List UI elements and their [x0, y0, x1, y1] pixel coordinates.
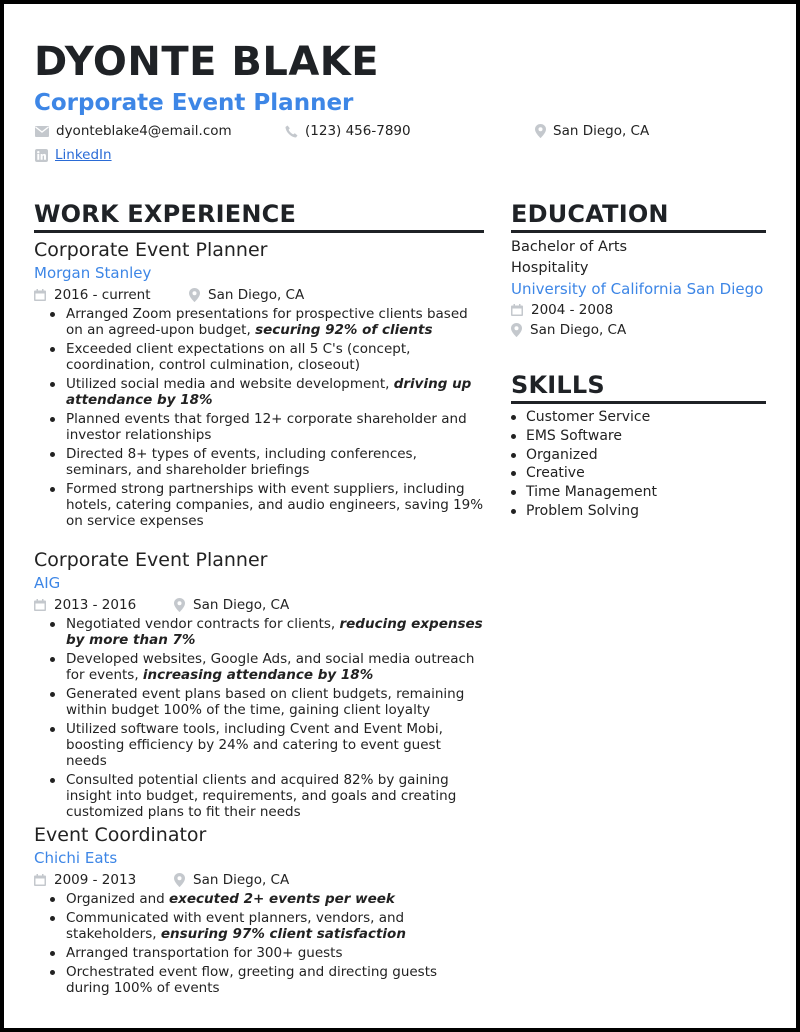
calendar-icon [511, 304, 523, 316]
resume-page [4, 4, 796, 1028]
job-entry [34, 237, 484, 532]
skills-list [511, 408, 657, 521]
linkedin-link[interactable]: LinkedIn [55, 147, 112, 163]
education-rule [511, 230, 766, 233]
job-bullet: Utilized software tools, including Cvent and Event Mobi, boosting efficiency by 24% and catering to event guest needs [34, 721, 484, 769]
contact-email[interactable] [35, 122, 232, 140]
education-location-row [511, 320, 771, 340]
skill-item: Problem Solving [511, 502, 657, 521]
job-bullet: Organized and executed 2+ events per week [34, 891, 484, 907]
field-of-study: Hospitality [511, 260, 589, 276]
calendar-icon [34, 289, 46, 301]
job-bullet: Exceeded client expectations on all 5 C's (concept, coordination, control culmination, closeout) [34, 341, 484, 373]
calendar-icon [34, 599, 46, 611]
job-location: San Diego, CA [193, 872, 290, 888]
job-location: San Diego, CA [193, 597, 290, 613]
job-bullet: Consulted potential clients and acquired 82% by gaining insight into budget, requirements, and goals and creating customized plans to fit their needs [34, 772, 484, 820]
contact-linkedin[interactable] [35, 146, 112, 164]
skills-rule [511, 401, 766, 404]
education-dates-row [511, 300, 771, 320]
job-bullet: Planned events that forged 12+ corporate shareholder and investor relationships [34, 411, 484, 443]
job-bullets [34, 616, 484, 820]
job-bullet: Arranged Zoom presentations for prospective clients based on an agreed-upon budget, securing 92% of clients [34, 306, 484, 338]
job-dates: 2013 - 2016 [54, 597, 137, 613]
education-heading: EDUCATION [511, 200, 669, 228]
candidate-role: Corporate Event Planner [34, 90, 354, 116]
school-name: University of California San Diego [511, 280, 764, 298]
phone-text: (123) 456-7890 [305, 123, 411, 139]
job-bullet: Orchestrated event flow, greeting and directing guests during 100% of events [34, 964, 484, 996]
skills-heading: SKILLS [511, 371, 605, 399]
location-pin-icon [174, 873, 185, 887]
job-dates: 2016 - current [54, 287, 151, 303]
job-bullets [34, 891, 484, 996]
job-bullet: Arranged transportation for 300+ guests [34, 945, 484, 961]
job-bullet: Directed 8+ types of events, including conferences, seminars, and shareholder briefings [34, 446, 484, 478]
contact-location [535, 122, 649, 140]
skill-item: Creative [511, 464, 657, 483]
location-pin-icon [189, 288, 200, 302]
calendar-icon [34, 874, 46, 886]
work-experience-rule [34, 230, 484, 233]
education-location: San Diego, CA [530, 322, 627, 338]
job-dates: 2009 - 2013 [54, 872, 137, 888]
candidate-name: DYONTE BLAKE [34, 39, 380, 85]
job-company: Morgan Stanley [34, 264, 152, 282]
work-experience-heading: WORK EXPERIENCE [34, 200, 297, 228]
skill-item: Organized [511, 446, 657, 465]
job-title: Corporate Event Planner [34, 549, 268, 571]
job-bullet: Communicated with event planners, vendors, and stakeholders, ensuring 97% client satisfaction [34, 910, 484, 942]
location-pin-icon [511, 323, 522, 337]
degree: Bachelor of Arts [511, 239, 628, 255]
linkedin-icon [35, 149, 48, 162]
job-meta [34, 285, 484, 305]
job-location: San Diego, CA [208, 287, 305, 303]
phone-icon [285, 125, 298, 138]
contact-phone[interactable] [285, 122, 411, 140]
envelope-icon [35, 126, 49, 137]
job-title: Event Coordinator [34, 824, 207, 846]
job-bullet: Negotiated vendor contracts for clients, reducing expenses by more than 7% [34, 616, 484, 648]
job-entry [34, 822, 484, 999]
education-dates: 2004 - 2008 [531, 302, 614, 318]
skill-item: Time Management [511, 483, 657, 502]
job-bullet: Generated event plans based on client budgets, remaining within budget 100% of the time, gaining client loyalty [34, 686, 484, 718]
education-entry [511, 237, 771, 340]
job-entry [34, 547, 484, 823]
job-meta [34, 595, 484, 615]
skill-item: EMS Software [511, 427, 657, 446]
location-pin-icon [535, 124, 546, 138]
job-bullets [34, 306, 484, 529]
location-pin-icon [174, 598, 185, 612]
job-bullet: Formed strong partnerships with event suppliers, including hotels, catering companies, and audio engineers, saving 19% on service expenses [34, 481, 484, 529]
job-title: Corporate Event Planner [34, 239, 268, 261]
job-bullet: Developed websites, Google Ads, and social media outreach for events, increasing attendance by 18% [34, 651, 484, 683]
location-text: San Diego, CA [553, 123, 650, 139]
skill-item: Customer Service [511, 408, 657, 427]
job-meta [34, 870, 484, 890]
email-text: dyonteblake4@email.com [56, 123, 232, 139]
job-bullet: Utilized social media and website development, driving up attendance by 18% [34, 376, 484, 408]
job-company: Chichi Eats [34, 849, 118, 867]
job-company: AIG [34, 574, 61, 592]
